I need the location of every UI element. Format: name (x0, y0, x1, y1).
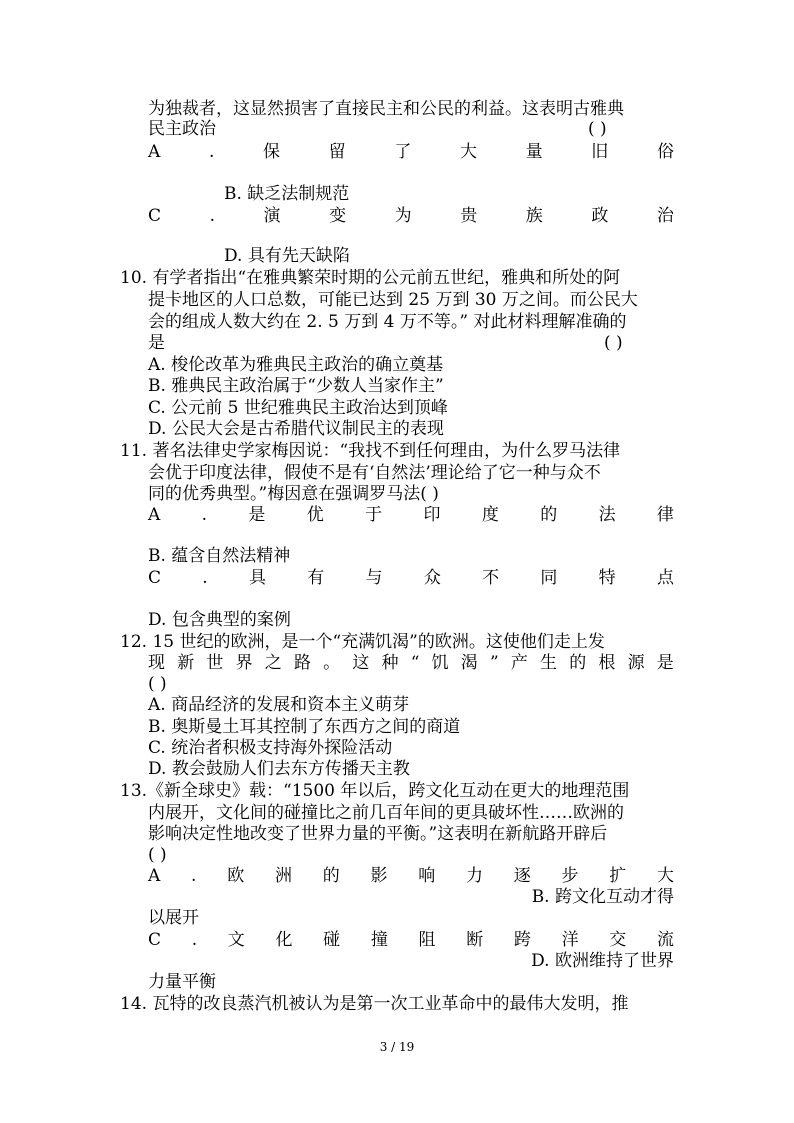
q10-option-d: D. 公民大会是古希腊代议制民主的表现 (148, 419, 444, 439)
q12-option-a: A. 商品经济的发展和资本主义萌芽 (148, 695, 410, 715)
char: 现 (148, 653, 165, 673)
q13-option-a (148, 865, 674, 887)
char: 洋 (561, 930, 579, 950)
char: 众 (423, 568, 441, 588)
q13-option-b-cont: 以展开 (148, 908, 199, 928)
q13-stem-line1: 13.《新全球史》载：“1500 年以后，跨文化互动在更大的地理范围 (120, 781, 630, 801)
q14-stem-line1: 14. 瓦特的改良蒸汽机被认为是第一次工业革命中的最伟大发明，推 (120, 994, 629, 1014)
char: 种 (381, 653, 399, 673)
char: 留 (328, 142, 346, 162)
char: 世 (206, 653, 224, 673)
q12-option-d: D. 教会鼓励人们去东方传播天主教 (148, 759, 410, 779)
char: 俗 (656, 142, 674, 162)
q11-option-c (148, 567, 674, 589)
char: 与 (365, 568, 383, 588)
char: 扩 (609, 866, 627, 886)
char: ” (489, 653, 499, 673)
char: 阻 (418, 930, 436, 950)
char: 有 (307, 568, 325, 588)
char: 治 (656, 206, 674, 226)
char: 断 (466, 930, 484, 950)
q10-stem-line1: 10. 有学者指出“在雅典繁荣时期的公元前五世纪，雅典和所处的阿 (120, 268, 621, 288)
q9-option-c (148, 205, 674, 227)
char: 变 (329, 206, 347, 226)
char: . (191, 930, 198, 950)
char: 文 (227, 930, 245, 950)
char: 力 (465, 866, 483, 886)
char: 点 (656, 568, 674, 588)
char: 法 (598, 505, 616, 525)
q12-option-b: B. 奥斯曼土耳其控制了东西方之间的商道 (148, 717, 461, 737)
q13-option-d: D. 欧洲维持了世界 (531, 951, 674, 971)
q9-option-a (148, 141, 674, 163)
char: 响 (418, 866, 436, 886)
char: 了 (394, 142, 412, 162)
char: C (148, 930, 162, 950)
q12-option-c: C. 统治者积极支持海外探险活动 (148, 738, 393, 758)
char: 碰 (323, 930, 341, 950)
char: 路 (293, 653, 311, 673)
char: 为 (394, 206, 412, 226)
char: 于 (365, 505, 383, 525)
char: 具 (248, 568, 266, 588)
q10-stem-line2: 提卡地区的人口总数，可能已达到 25 万到 30 万之间。而公民大 (148, 290, 638, 310)
char: 大 (656, 866, 674, 886)
char: 欧 (227, 866, 245, 886)
q11-stem-line2: 会优于印度法律，假使不是有‘自然法’理论给了它一种与众不 (148, 463, 601, 483)
char: 。 (323, 653, 341, 673)
char: 的 (322, 866, 340, 886)
char: 交 (609, 930, 627, 950)
q12-stem-line1: 12. 15 世纪的欧洲，是一个“充满饥渴”的欧洲。这使他们走上发 (120, 632, 605, 652)
char: 不 (482, 568, 500, 588)
q11-option-a (148, 504, 674, 526)
char: 跨 (513, 930, 531, 950)
char: . (208, 142, 215, 162)
char: 是 (248, 505, 266, 525)
char: “ (410, 653, 420, 673)
q13-stem-line2: 内展开，文化间的碰撞比之前几百年间的更具破坏性……欧洲的 (148, 803, 624, 823)
char: C (148, 568, 162, 588)
q13-option-b: B. 跨文化互动才得 (531, 887, 674, 907)
char: 之 (264, 653, 282, 673)
q13-option-c (148, 929, 674, 951)
char: . (191, 866, 197, 886)
char: 旧 (591, 142, 609, 162)
q12-answer-paren: ( ) (148, 674, 167, 694)
char: 保 (263, 142, 280, 162)
char: 化 (275, 930, 293, 950)
char: 的 (569, 653, 587, 673)
q13-option-d-cont: 力量平衡 (148, 972, 216, 992)
char: 饥 (431, 653, 449, 673)
char: 根 (598, 653, 616, 673)
q9-option-b: B. 缺乏法制规范 (224, 184, 350, 204)
char: 影 (370, 866, 388, 886)
char: 新 (177, 653, 195, 673)
char: 贵 (460, 206, 478, 226)
char: 洲 (274, 866, 292, 886)
q11-option-b: B. 蕴含自然法精神 (148, 546, 291, 566)
char: 生 (540, 653, 558, 673)
char: 源 (627, 653, 645, 673)
char: A (148, 142, 161, 162)
q11-stem-line1: 11. 著名法律史学家梅因说：“我找不到任何理由，为什么罗马法律 (120, 441, 621, 461)
q9-option-d: D. 具有先天缺陷 (224, 246, 350, 266)
page-number: 3 / 19 (379, 1040, 415, 1054)
char: 这 (352, 653, 370, 673)
q10-option-c: C. 公元前 5 世纪雅典民主政治达到顶峰 (148, 398, 448, 418)
q9-answer-paren: ( ) (588, 119, 607, 139)
char: A (148, 866, 161, 886)
char: 印 (423, 505, 441, 525)
q10-option-a: A. 梭伦改革为雅典民主政治的确立奠基 (148, 355, 444, 375)
q10-stem-line3: 会的组成人数大约在 2. 5 万到 4 万不等。” 对此材料理解准确的 (148, 312, 627, 332)
q12-stem-line2 (148, 652, 674, 674)
q11-stem-line3: 同的优秀典型。”梅因意在强调罗马法( ) (148, 484, 439, 504)
char: . (201, 505, 208, 525)
char: 是 (656, 653, 674, 673)
char: 步 (561, 866, 579, 886)
char: 渴 (460, 653, 478, 673)
char: 优 (306, 505, 324, 525)
char: 特 (598, 568, 616, 588)
q13-stem-line3: 影响决定性地改变了世界力量的平衡。”这表明在新航路开辟后 (148, 824, 608, 844)
char: A (148, 505, 161, 525)
char: 族 (525, 206, 543, 226)
char: 律 (656, 505, 674, 525)
char: . (202, 568, 208, 588)
q13-answer-paren: ( ) (148, 845, 167, 865)
char: 量 (525, 142, 543, 162)
char: 流 (656, 930, 674, 950)
char: 产 (510, 653, 528, 673)
char: 度 (481, 505, 499, 525)
q10-option-b: B. 雅典民主政治属于“少数人当家作主” (148, 376, 444, 396)
char: 界 (235, 653, 253, 673)
char: 的 (540, 505, 558, 525)
char: 撞 (370, 930, 388, 950)
char: 政 (591, 206, 609, 226)
char: 演 (263, 206, 281, 226)
q9-stem-line1: 为独裁者，这显然损害了直接民主和公民的利益。这表明古雅典 (148, 99, 624, 119)
q11-option-d: D. 包含典型的案例 (148, 610, 291, 630)
char: 逐 (513, 866, 531, 886)
char: . (209, 206, 215, 226)
q10-answer-paren: ( ) (604, 333, 623, 353)
q9-stem-line2: 民主政治 (148, 119, 216, 139)
q10-stem-line4: 是 (148, 333, 165, 353)
char: 大 (459, 142, 477, 162)
char: C (148, 206, 162, 226)
char: 同 (540, 568, 558, 588)
